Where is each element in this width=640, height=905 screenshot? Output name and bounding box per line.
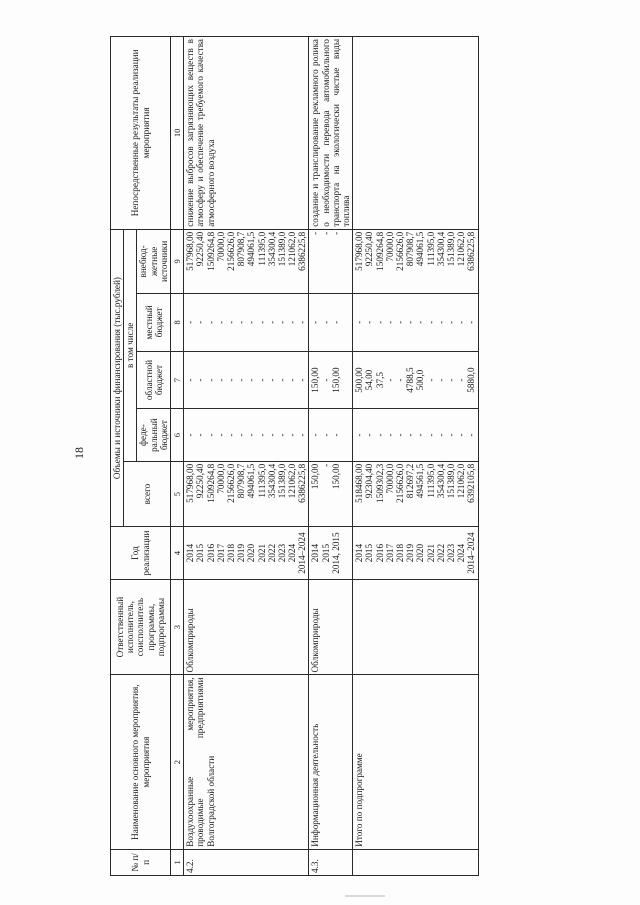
regional-cell-value: - [384,378,395,382]
executor-cell: Облкомприроды [184,579,309,675]
year-cell-value: 2021 [256,543,267,563]
total-cell-value: 111395,0 [256,463,267,498]
local-cell-value: - [395,320,406,324]
extrabudget-cell-value: 494061,5 [246,231,257,267]
extrabudget-cell-value: 354300,4 [435,231,446,267]
rotated-table-container [110,36,630,876]
col-index: 7 [171,351,184,409]
local-cell-value: - [445,320,456,324]
total-cell-value: 6386225,8 [297,463,308,503]
extrabudget-cell-value: 494061,5 [415,231,426,267]
year-cell-value: 2020 [246,543,257,563]
year-cell-value: 2018 [395,543,406,563]
measures-table [110,36,479,876]
federal-cell-value: - [276,433,287,437]
total-cell [309,461,353,527]
regional-cell-value: - [195,378,206,382]
local-cell-value: - [205,320,216,324]
extrabudget-cell-value: - [310,231,321,235]
extrabudget-cell-value: 1509264,8 [205,231,216,271]
federal-cell-value: - [330,433,341,437]
total-cell-value: 92304,40 [364,463,375,499]
measure-name: Информационная деятельность [309,675,353,849]
scan-artifact [345,895,385,897]
total-cell-value: 494061,5 [246,463,257,499]
regional-cell-value: - [445,378,456,382]
result-cell: снижение выбросов загрязняющих веществ в атмосферу и обеспечение требуемого качества атмосферного воздуха [184,37,309,230]
col-index: 9 [171,229,184,293]
federal-cell-value: - [445,433,456,437]
extrabudget-cell-value: 70000,0 [384,231,395,262]
header-name: Наименование основного мероприятия, мероприятия [111,675,171,849]
federal-cell-value: - [364,433,375,437]
federal-cell-value: - [405,433,416,437]
local-cell-value: - [310,320,321,324]
row-number [353,849,478,875]
federal-cell-value: - [466,433,477,437]
regional-cell-value: - [215,378,226,382]
year-cell-value: 2016 [205,543,216,563]
year-cell-value: 2014–2024 [297,532,308,574]
regional-cell-value: 54,00 [364,369,375,391]
extrabudget-cell-value: 6386225,8 [297,231,308,271]
local-cell-value: - [287,320,298,324]
federal-cell-value: - [297,433,308,437]
year-cell-value: 2022 [266,543,277,563]
federal-cell-value: - [205,433,216,437]
row-number: 4.2. [184,849,309,875]
federal-cell-value: - [256,433,267,437]
total-cell-value: 6392105,8 [466,463,477,503]
extrabudget-cell-value: 121062,0 [456,231,467,267]
total-cell-value: 150,00 [310,463,321,490]
year-cell-value: 2015 [320,543,331,563]
regional-cell-value: - [266,378,277,382]
col-index: 6 [171,409,184,461]
regional-cell-value: 500,0 [415,369,426,391]
table-row [353,37,478,876]
total-cell-value: 354300,4 [435,463,446,499]
local-cell-value: - [364,320,375,324]
header-executor: Ответственный исполнитель, соисполнитель программы, подпрограммы [111,579,171,675]
header-num: № п/п [111,849,171,875]
local-cell-value: - [225,320,236,324]
total-cell-value: 812697,2 [405,463,416,499]
local-cell-value: - [195,320,206,324]
extrabudget-cell-value: 2156626,0 [225,231,236,271]
regional-cell-value: - [320,378,331,382]
regional-cell [353,351,478,409]
local-cell-value: - [320,320,331,324]
federal-cell-value: - [185,433,196,437]
year-cell-value: 2018 [225,543,236,563]
regional-cell-value: - [236,378,247,382]
total-cell [184,461,309,527]
year-cell-value: 2017 [384,543,395,563]
federal-cell-value: - [425,433,436,437]
federal-cell-value: - [395,433,406,437]
local-cell-value: - [456,320,467,324]
extrabudget-cell-value: 2156626,0 [395,231,406,271]
federal-cell-value: - [266,433,277,437]
total-cell-value: 121062,0 [456,463,467,499]
federal-cell [309,409,353,461]
header-total: всего [124,461,171,527]
regional-cell-value: - [256,378,267,382]
local-cell-value: - [215,320,226,324]
federal-cell-value: - [384,433,395,437]
col-index: 8 [171,294,184,352]
total-cell-value: 1509302,3 [374,463,385,503]
total-cell-value: 92250,40 [195,463,206,499]
federal-cell-value: - [415,433,426,437]
header-extrabudget: внебюд-жетные источники [137,229,171,293]
extrabudget-cell-value: 517968,00 [354,231,365,271]
year-cell [184,527,309,579]
total-cell-value: - [320,463,331,467]
extrabudget-cell-value: 92250,40 [364,231,375,267]
regional-cell-value: 500,00 [354,367,365,393]
regional-cell-value: - [435,378,446,382]
total-cell-value: 151389,0 [276,463,287,499]
federal-cell-value: - [195,433,206,437]
local-cell-value: - [425,320,436,324]
local-cell-value: - [330,320,341,324]
regional-cell-value: - [425,378,436,382]
col-index: 3 [171,579,184,675]
header-local: местный бюджет [137,294,171,352]
year-cell-value: 2014–2024 [466,532,477,574]
extrabudget-cell [184,229,309,293]
total-cell-value: 517968,00 [185,463,196,503]
regional-cell-value: 150,00 [310,367,321,393]
total-cell-value: 494561,5 [415,463,426,499]
extrabudget-cell-value: - [320,231,331,235]
year-cell-value: 2015 [195,543,206,563]
header-results: Непосредственные результаты реализации мероприятия [111,37,171,230]
year-cell-value: 2019 [236,543,247,563]
local-cell-value: - [256,320,267,324]
header-year: Год реализации [111,527,171,579]
regional-cell-value: - [395,378,406,382]
extrabudget-cell-value: 111395,0 [425,231,436,266]
year-cell-value: 2022 [435,543,446,563]
total-cell-value: 2156626,0 [395,463,406,503]
regional-cell-value: 150,00 [330,367,341,393]
extrabudget-cell-value: 517968,00 [185,231,196,271]
col-index: 5 [171,461,184,527]
col-index: 1 [171,849,184,875]
year-cell-value: 2024 [456,543,467,563]
total-cell-value: 354300,4 [266,463,277,499]
federal-cell-value: - [320,433,331,437]
local-cell-value: - [384,320,395,324]
extrabudget-cell-value: 807908,7 [405,231,416,267]
local-cell-value: - [276,320,287,324]
federal-cell-value: - [310,433,321,437]
federal-cell [184,409,309,461]
extrabudget-cell-value: 6386225,8 [466,231,477,271]
regional-cell-value: 5880,0 [466,367,477,393]
federal-cell [353,409,478,461]
year-cell [353,527,478,579]
extrabudget-cell-value: 121062,0 [287,231,298,267]
federal-cell-value: - [374,433,385,437]
table-body [184,37,478,876]
total-cell-value: 2156626,0 [225,463,236,503]
regional-cell-value: - [246,378,257,382]
regional-cell-value: 4788,5 [405,367,416,393]
year-cell-value: 2014, 2015 [330,532,341,574]
total-cell-value: 807908,7 [236,463,247,499]
year-cell-value: 2014 [185,543,196,563]
federal-cell-value: - [435,433,446,437]
total-cell-value: 70000,0 [384,463,395,494]
regional-cell-value: - [297,378,308,382]
total-cell-value: 151389,0 [445,463,456,499]
local-cell-value: - [246,320,257,324]
regional-cell-value: - [225,378,236,382]
total-cell-value: 150,00 [330,463,341,490]
extrabudget-cell-value: 807908,7 [236,231,247,267]
year-cell-value: 2023 [445,543,456,563]
year-cell-value: 2017 [215,543,226,563]
result-cell: создание и транслирование рекламного ролика о необходимости перевода автомобильного транспорта на экологически чистые виды топлива [309,37,353,230]
total-cell-value: 1509264,8 [205,463,216,503]
regional-cell-value: - [205,378,216,382]
extrabudget-cell-value: - [330,231,341,235]
federal-cell-value: - [215,433,226,437]
regional-cell-value: 37,5 [374,372,385,389]
year-cell [309,527,353,579]
extrabudget-cell-value: 151389,0 [445,231,456,267]
local-cell-value: - [297,320,308,324]
federal-cell-value: - [456,433,467,437]
regional-cell-value: - [185,378,196,382]
local-cell-value: - [466,320,477,324]
col-index: 2 [171,675,184,849]
measure-name: Воздухоохранные мероприятия, проводимые предприятиями Волгоградской области [184,675,309,849]
federal-cell-value: - [354,433,365,437]
year-cell-value: 2024 [287,543,298,563]
year-cell-value: 2014 [354,543,365,563]
federal-cell-value: - [287,433,298,437]
local-cell-value: - [354,320,365,324]
local-cell-value: - [415,320,426,324]
executor-cell [353,579,478,675]
year-cell-value: 2020 [415,543,426,563]
header-funding: Объемы и источники финансирования (тыс.рублей) [111,229,124,527]
federal-cell-value: - [246,433,257,437]
regional-cell-value: - [287,378,298,382]
regional-cell-value: - [276,378,287,382]
total-cell-value: 111395,0 [425,463,436,498]
local-cell-value: - [374,320,385,324]
federal-cell-value: - [225,433,236,437]
local-cell-value: - [266,320,277,324]
local-cell-value: - [435,320,446,324]
regional-cell [184,351,309,409]
measure-name: Итого по подпрограмме [353,675,478,849]
local-cell [353,294,478,352]
local-cell [184,294,309,352]
total-cell-value: 518468,00 [354,463,365,503]
extrabudget-cell-value: 151389,0 [276,231,287,267]
local-cell [309,294,353,352]
column-index-row [171,37,184,876]
total-cell-value: 121062,0 [287,463,298,499]
regional-cell-value: - [456,378,467,382]
table-row [309,37,353,876]
year-cell-value: 2019 [405,543,416,563]
col-index: 4 [171,527,184,579]
year-cell-value: 2015 [364,543,375,563]
regional-cell [309,351,353,409]
header-including: в том числе [124,229,137,461]
local-cell-value: - [185,320,196,324]
year-cell-value: 2014 [310,543,321,563]
table-row [184,37,309,876]
extrabudget-cell-value: 111395,0 [256,231,267,266]
row-number: 4.3. [309,849,353,875]
local-cell-value: - [236,320,247,324]
result-cell [353,37,478,230]
extrabudget-cell-value: 354300,4 [266,231,277,267]
header-federal: феде-ральный бюджет [137,409,171,461]
total-cell-value: 70000,0 [215,463,226,494]
page-number: 18 [72,447,86,459]
extrabudget-cell [309,229,353,293]
total-cell [353,461,478,527]
extrabudget-cell-value: 92250,40 [195,231,206,267]
local-cell-value: - [405,320,416,324]
federal-cell-value: - [236,433,247,437]
col-index: 10 [171,37,184,230]
year-cell-value: 2023 [276,543,287,563]
year-cell-value: 2016 [374,543,385,563]
header-regional: областной бюджет [137,351,171,409]
extrabudget-cell-value: 70000,0 [215,231,226,262]
year-cell-value: 2021 [425,543,436,563]
executor-cell: Облкомприроды [309,579,353,675]
extrabudget-cell [353,229,478,293]
extrabudget-cell-value: 1509264,8 [374,231,385,271]
